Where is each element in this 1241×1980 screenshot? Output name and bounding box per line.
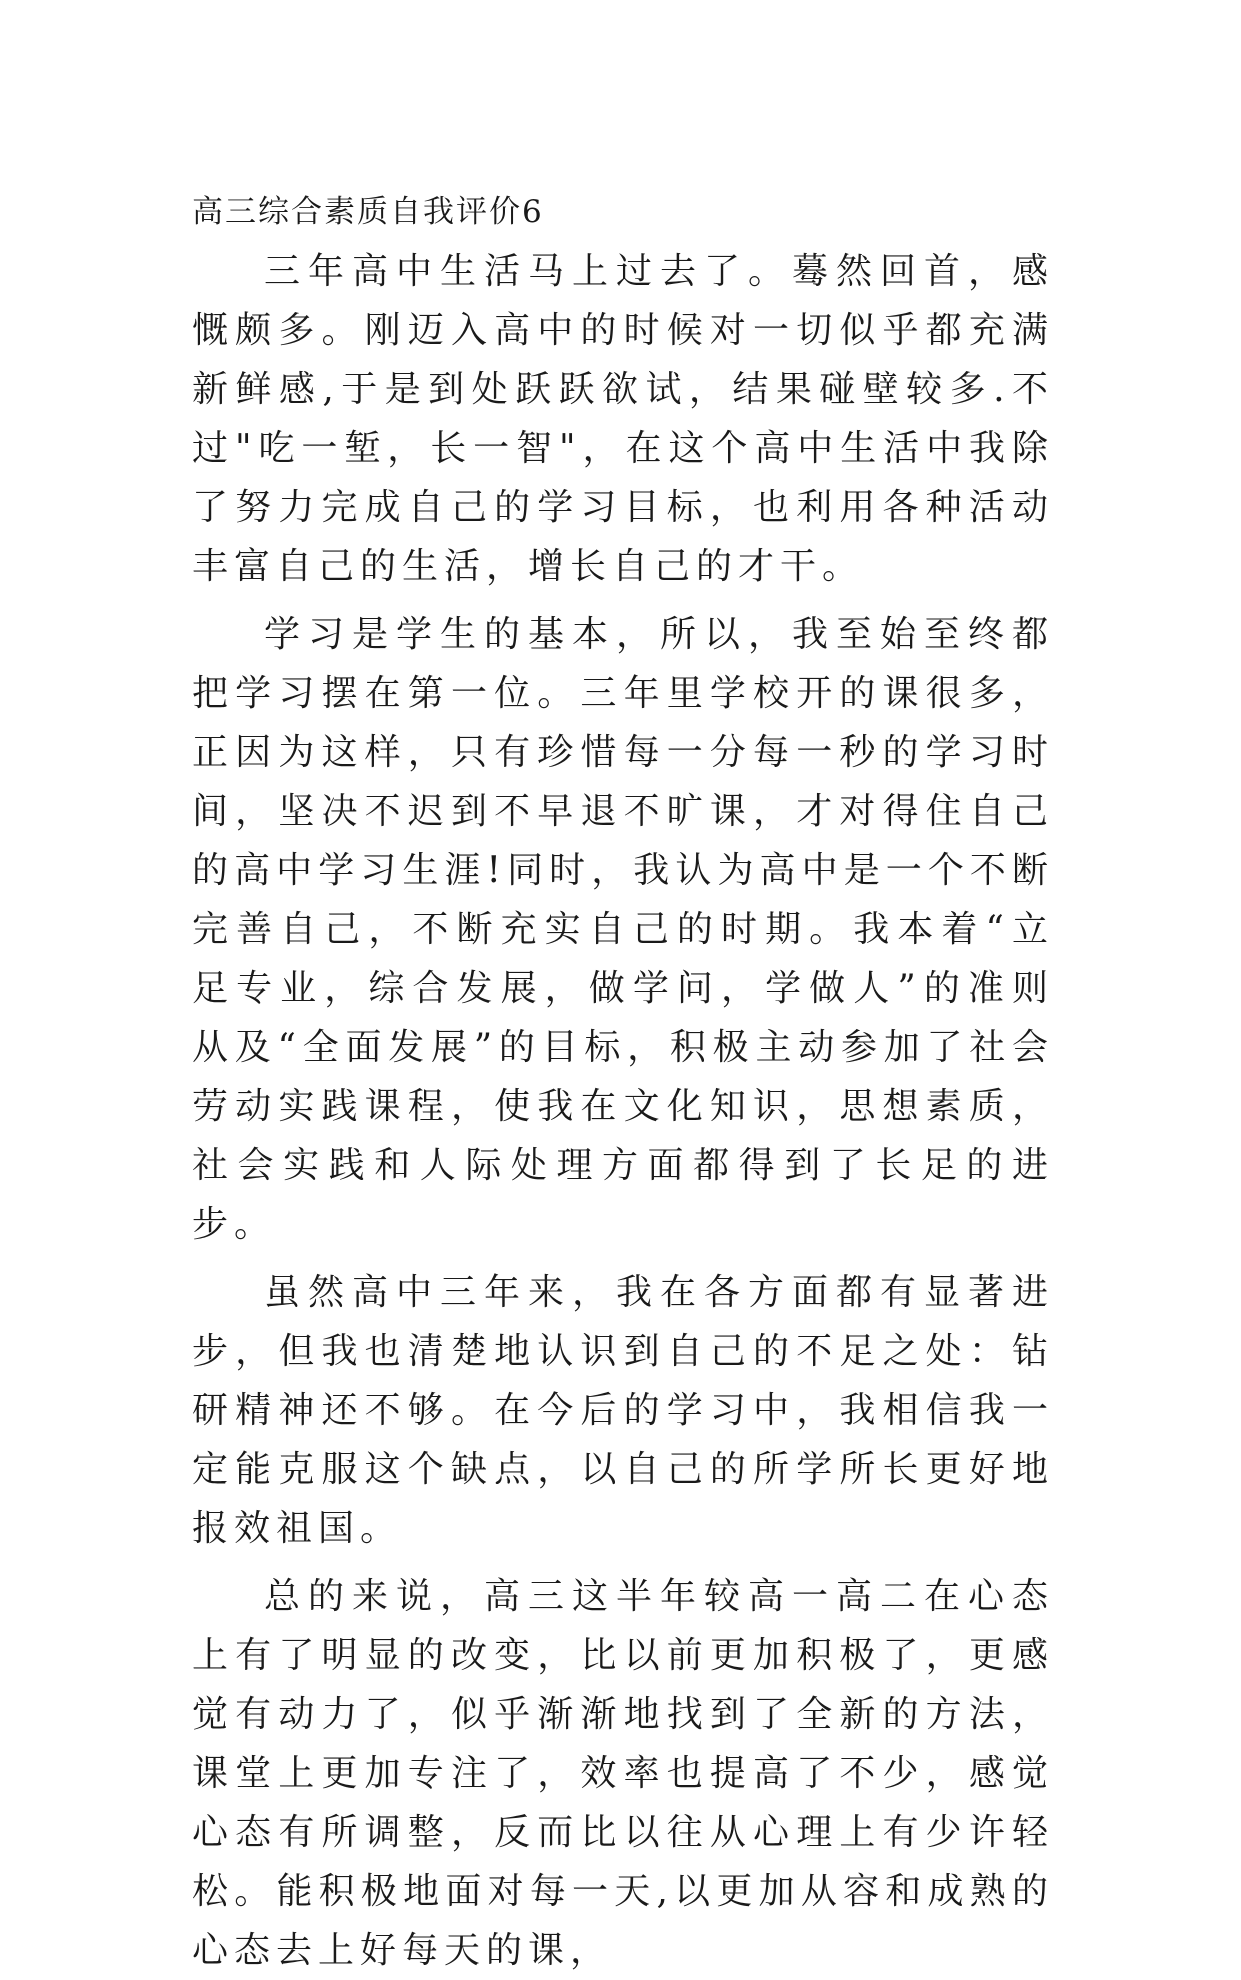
document-body	[192, 183, 1054, 1980]
paragraph-3: 虽然高中三年来，我在各方面都有显著进步，但我也清楚地认识到自己的不足之处：钻研精神还不够。在今后的学习中，我相信我一定能克服这个缺点，以自己的所学所长更好地报效祖国。	[192, 1272, 1054, 1549]
document-title: 高三综合素质自我评价6	[192, 194, 544, 230]
paragraph-2: 学习是学生的基本，所以，我至始至终都把学习摆在第一位。三年里学校开的课很多，正因为这样，只有珍惜每一分每一秒的学习时间，坚决不迟到不早退不旷课，才对得住自己的高中学习生涯!同时，我认为高中是一个不断完善自己，不断充实自己的时期。我本着“立足专业，综合发展，做学问，学做人”的准则从及“全面发展”的目标，积极主动参加了社会劳动实践课程，使我在文化知识，思想素质，社会实践和人际处理方面都得到了长足的进步。	[192, 614, 1054, 1245]
paragraph-4: 总的来说，高三这半年较高一高二在心态上有了明显的改变，比以前更加积极了，更感觉有动力了，似乎渐渐地找到了全新的方法，课堂上更加专注了，效率也提高了不少，感觉心态有所调整，反而比以往从心理上有少许轻松。能积极地面对每一天,以更加从容和成熟的心态去上好每天的课，	[192, 1576, 1054, 1971]
paragraph-1: 三年高中生活马上过去了。蓦然回首，感慨颇多。刚迈入高中的时候对一切似乎都充满新鲜感,于是到处跃跃欲试，结果碰壁较多.不过"吃一堑，长一智"，在这个高中生活中我除了努力完成自己的学习目标，也利用各种活动丰富自己的生活，增长自己的才干。	[192, 251, 1054, 587]
